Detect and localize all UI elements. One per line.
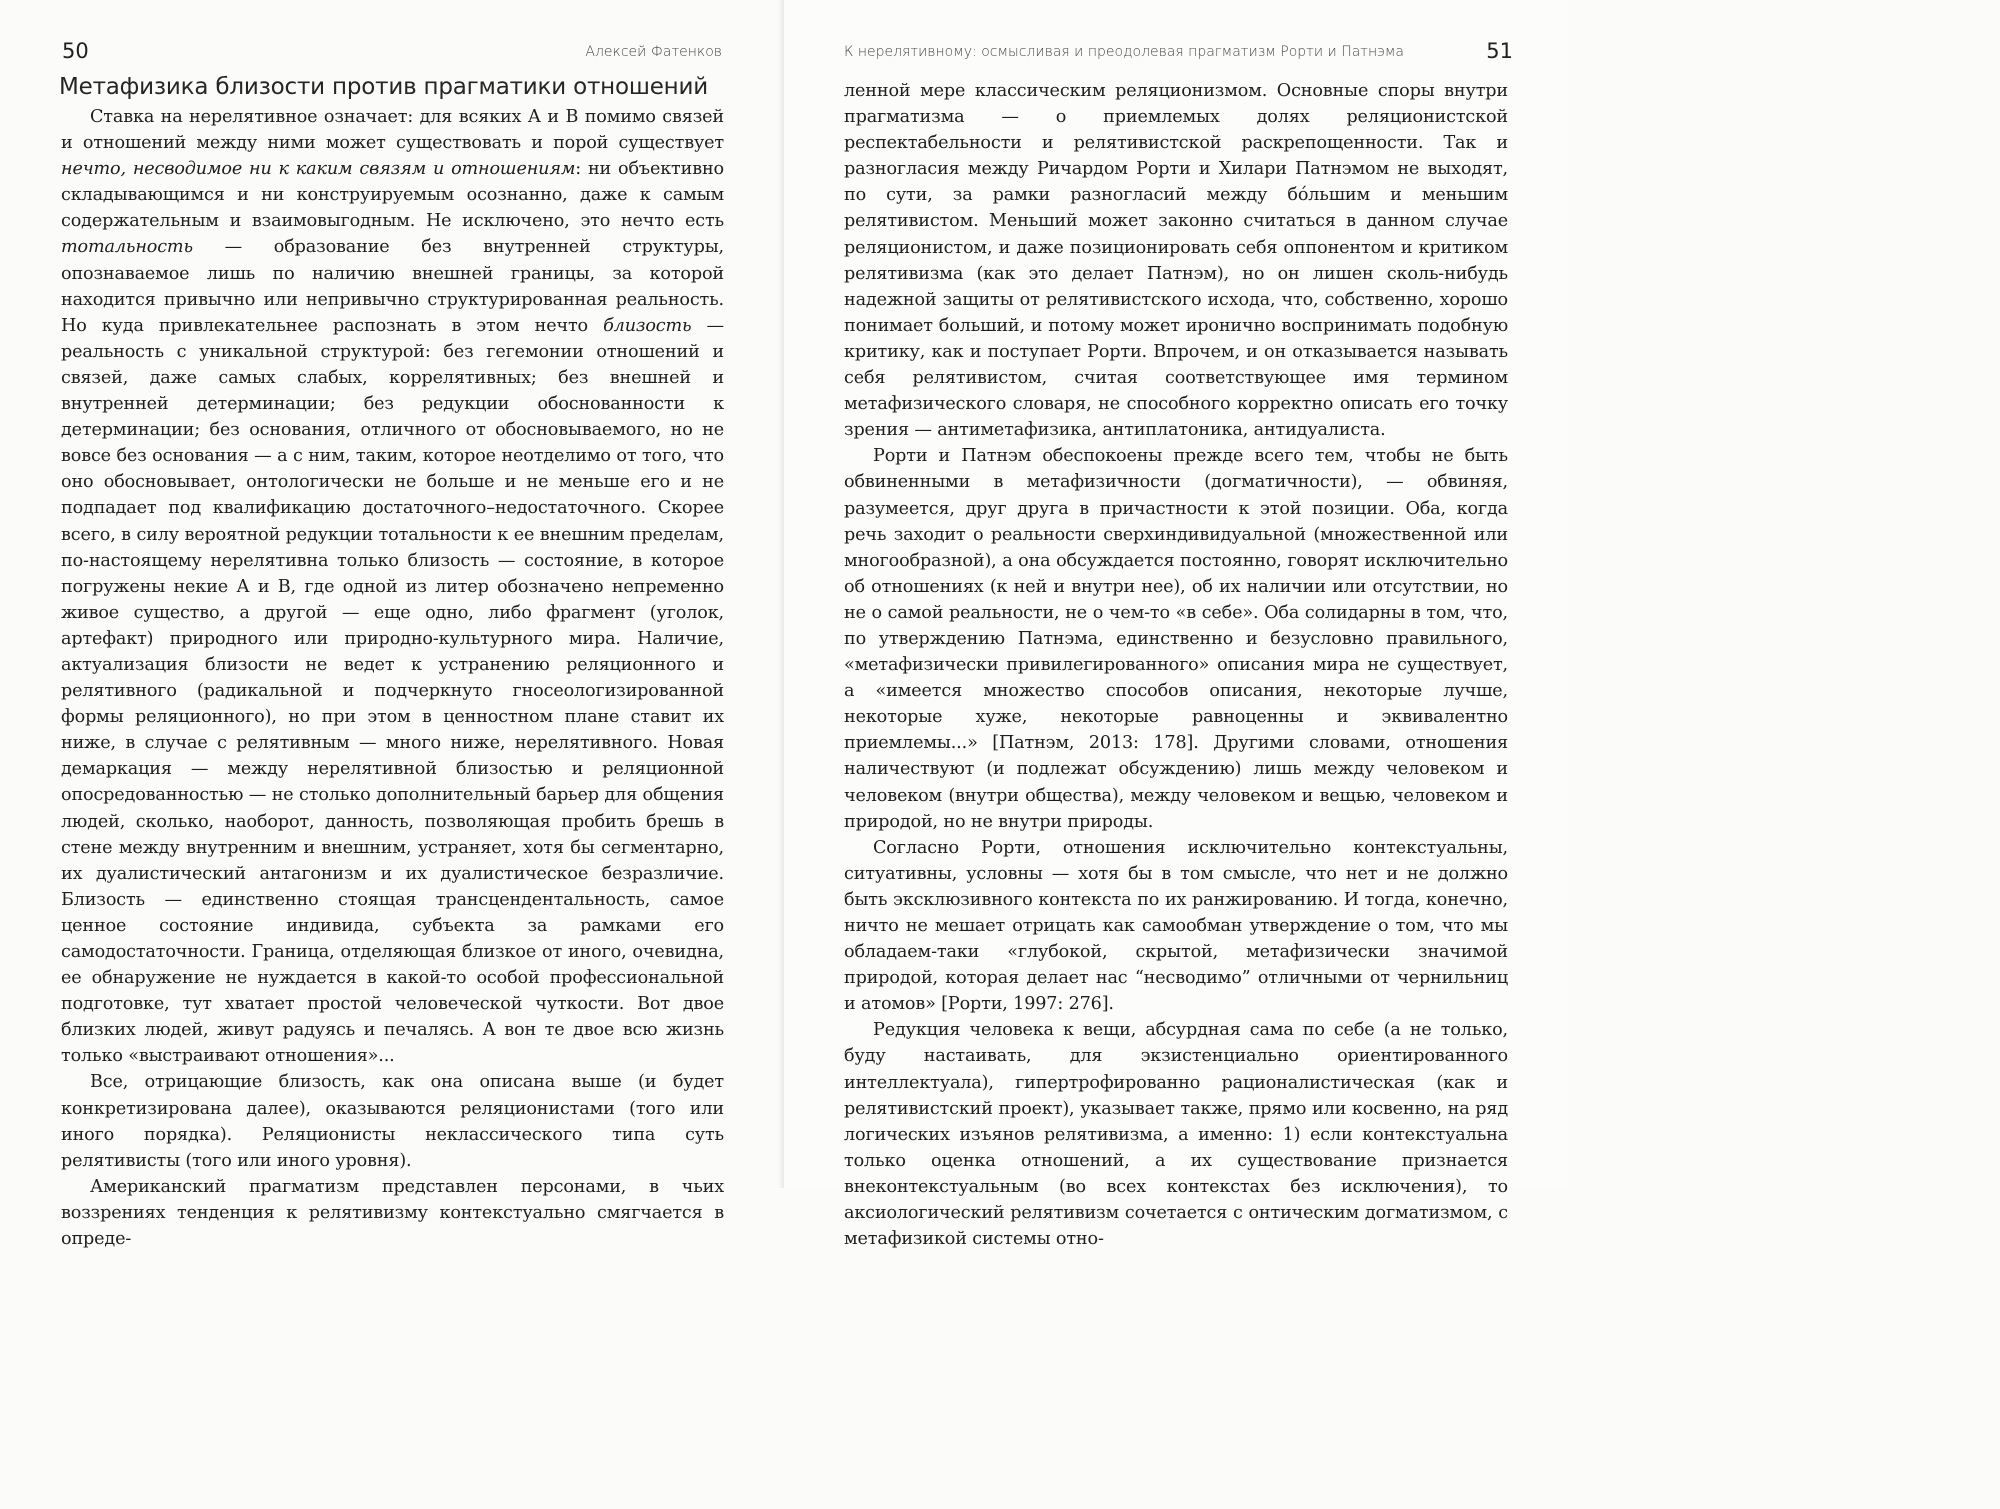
paragraph (61, 104, 724, 1069)
emphasis: тотальность (61, 237, 193, 258)
paragraph: Рорти и Патнэм обеспокоены прежде всего тем, чтобы не быть обвиненными в метафизичности (догматичности), — обвиняя, разумеется, друг друга в причастности к этой позиции. Оба, когда речь заходит о реальности сверхиндивидуальной (множественной или многообразной), а она обсуждается постоянно, говорят исключительно об отношениях (к ней и внутри нее), об их наличии или отсутствии, но не о самой реальности, не о чем-то «в себе». Оба солидарны в том, что, по утверждению Патнэма, единственно и безусловно правильного, «метафизически привилегированного» описания мира не существует, а «имеется множество способов описания, некоторые лучше, некоторые хуже, некоторые равноценны и эквивалентно приемлемы...» [Патнэм, 2013: 178]. Другими словами, отношения наличествуют (и подлежат обсуждению) лишь между человеком и человеком (внутри общества), между человеком и вещью, человеком и природой, но не внутри природы. (844, 446, 1508, 832)
left-running-head: Алексей Фатенков (585, 44, 722, 60)
right-page-number: 51 (1486, 39, 1513, 63)
right-page (784, 0, 1568, 1250)
emphasis: нечто, несводимое ни к каким связям и отношениям (61, 159, 576, 180)
left-page (0, 0, 784, 1250)
paragraph: ленной мере классическим реляционизмом. Основные споры внутри прагматизма — о приемлемых долях реляционистской респектабельности и релятивистской раскрепощенности. Так и разногласия между Ричардом Рорти и Хилари Патнэмом не выходят, по сути, за рамки разногласий между бóльшим и меньшим релятивистом. Меньший может законно считаться в данном случае реляционистом, и даже позиционировать себя оппонентом и критиком релятивизма (как это делает Патнэм), но он лишен сколь-нибудь надежной защиты от релятивистского исхода, что, собственно, хорошо понимает больший, и потому может иронично воспринимать подобную критику, как и поступает Рорти. Впрочем, и он отказывается называть себя релятивистом, считая соответствующее имя термином метафизического словаря, не способного корректно описать его точку зрения — антиметафизика, антиплатоника, антидуалиста. (844, 81, 1508, 441)
paragraph: Американский прагматизм представлен персонами, в чьих воззрениях тенденция к релятивизму контекстуально смягчается в опреде- (61, 1176, 724, 1250)
paragraph: Согласно Рорти, отношения исключительно контекстуальны, ситуативны, условны — хотя бы в том смысле, что нет и не должно быть эксклюзивного контекста по их ранжированию. И тогда, конечно, ничто не мешает отрицать как самообман утверждение о том, что мы обладаем-таки «глубокой, скрытой, метафизически значимой природой, которая делает нас “несводимо” отличными от чернильниц и атомов» [Рорти, 1997: 276]. (844, 837, 1508, 1015)
right-running-head: К нерелятивному: осмысливая и преодолевая прагматизм Рорти и Патнэма (844, 44, 1404, 60)
paragraph-text: — образование без внутренней структуры, опознаваемое лишь по наличию внешней границы, за которой находится привычно или непривычно структурированная реальность. Но куда привлекательнее распознать в этом нечто (61, 237, 724, 336)
paragraph: Все, отрицающие близость, как она описана выше (и будет конкретизирована далее), оказываются реляционистами (того или иного порядка). Реляционисты неклассического типа суть релятивисты (того или иного уровня). (61, 1072, 724, 1171)
left-text-column (61, 104, 724, 1252)
left-page-number: 50 (62, 39, 89, 63)
paragraph-text: Ставка на нерелятивное означает: для всяких А и В помимо связей и отношений между ними может существовать и порой существует (61, 107, 724, 154)
paragraph: Редукция человека к вещи, абсурдная сама по себе (а не только, буду настаивать, для экзистенциально ориентированного интеллектуала), гипертрофированно рационалистическая (как и релятивистский проект), указывает также, прямо или косвенно, на ряд логических изъянов релятивизма, а именно: 1) если контекстуальна только оценка отношений, а их существование признается внеконтекстуальным (во всех контекстах без исключения), то аксиологический релятивизм сочетается с онтическим догматизмом, с метафизикой системы отно- (844, 1020, 1508, 1250)
paragraph-text: : ни объективно складывающимся и ни конструируемым осознанно, даже к самым содержательным и взаимовыгодным. Не исключено, это нечто есть (61, 159, 724, 232)
right-text-column (844, 78, 1508, 1252)
paragraph-text: — реальность с уникальной структурой: без гегемонии отношений и связей, даже самых слабых, коррелятивных; без внешней и внутренней детерминации; без редукции обоснованности к детерминации; без основания, отличного от обосновываемого, но не вовсе без основания — а с ним, таким, которое неотделимо от того, что оно обосновывает, онтологически не больше и не меньше его и не подпадает под квалификацию достаточного–недостаточного. Скорее всего, в силу вероятной редукции тотальности к ее внешним пределам, по-настоящему нерелятивна только близость — состояние, в которое погружены некие А и В, где одной из литер обозначено непременно живое существо, а другой — еще одно, либо фрагмент (уголок, артефакт) природного или природно-культурного мира. Наличие, актуализация близости не ведет к устранению реляционного и релятивного (радикальной и подчеркнуто гносеологизированной формы реляционного), но при этом в ценностном плане ставит их ниже, в случае с релятивным — много ниже, нерелятивного. Новая демаркация — между нерелятивной близостью и реляционной опосредованностью — не столько дополнительный барьер для общения людей, сколько, наоборот, данность, позволяющая пробить брешь в стене между внутренним и внешним, устраняет, хотя бы сегментарно, их дуалистический антагонизм и их дуалистическое безразличие. Близость — единственно стоящая трансцендентальность, самое ценное состояние индивида, субъекта за рамками его самодостаточности. Граница, отделяющая близкое от иного, очевидна, ее обнаружение не нуждается в какой-то особой профессиональной подготовке, тут хватает простой человеческой чуткости. Вот двое близких людей, живут радуясь и печалясь. А вон те двое всю жизнь только «выстраивают отношения»... (61, 315, 724, 1067)
section-title: Метафизика близости против прагматики отношений (59, 74, 708, 100)
emphasis: близость (603, 315, 692, 336)
